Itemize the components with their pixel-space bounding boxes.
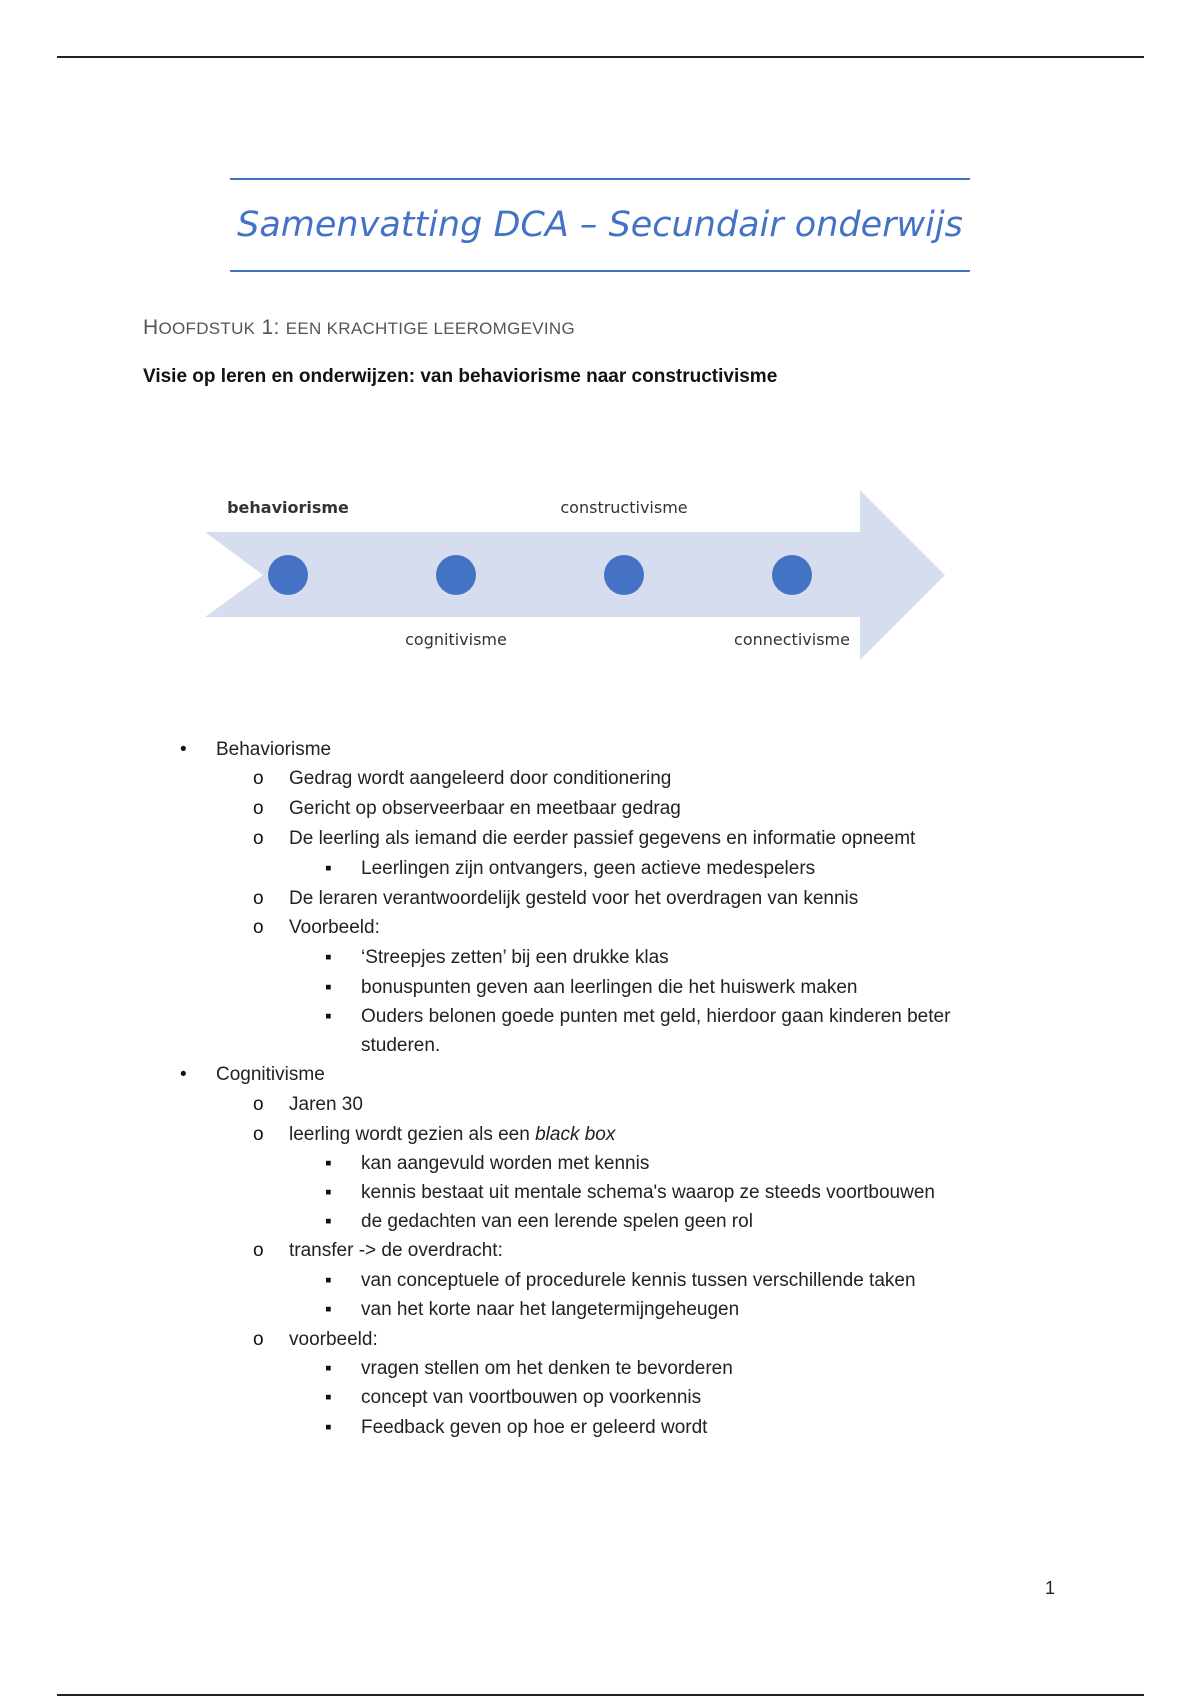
- title-block: [230, 178, 970, 272]
- bullet-marker: •: [180, 739, 187, 760]
- list-item: van het korte naar het langetermijngeheugen: [361, 1299, 740, 1320]
- dot-constructivisme: [604, 555, 644, 595]
- chapter-number: 1:: [261, 316, 280, 339]
- footer-rule: [57, 1694, 1144, 1696]
- list-item: Jaren 30: [289, 1094, 363, 1115]
- list-item: vragen stellen om het denken te bevorderen: [361, 1358, 733, 1379]
- chapter-heading: [143, 316, 575, 340]
- list-item-cognitivisme: Cognitivisme: [216, 1064, 325, 1085]
- list-item: Voorbeeld:: [289, 917, 380, 938]
- list-item: Gericht op observeerbaar en meetbaar gedrag: [289, 798, 681, 819]
- timeline-arrow-svg: [205, 485, 950, 660]
- list-item: De leraren verantwoordelijk gesteld voor het overdragen van kennis: [289, 888, 859, 909]
- bullet-marker: ▪: [325, 977, 332, 998]
- bullet-marker: ▪: [325, 1153, 332, 1174]
- dot-behaviorisme: [268, 555, 308, 595]
- bullet-marker: o: [253, 1094, 264, 1115]
- list-item: bonuspunten geven aan leerlingen die het huiswerk maken: [361, 977, 858, 998]
- label-behaviorisme: behaviorisme: [227, 498, 349, 517]
- list-item: De leerling als iemand die eerder passief gegevens en informatie opneemt: [289, 828, 916, 849]
- list-item: concept van voortbouwen op voorkennis: [361, 1387, 702, 1408]
- bullet-marker: ▪: [325, 1182, 332, 1203]
- list-item: transfer -> de overdracht:: [289, 1240, 503, 1261]
- bullet-marker: ▪: [325, 1387, 332, 1408]
- bullet-marker: o: [253, 1329, 264, 1350]
- chapter-subtitle: EEN KRACHTIGE LEEROMGEVING: [285, 319, 576, 338]
- bullet-marker: ▪: [325, 1006, 332, 1027]
- list-item-behaviorisme: Behaviorisme: [216, 739, 332, 760]
- dot-connectivisme: [772, 555, 812, 595]
- section-subheading: Visie op leren en onderwijzen: van behaviorisme naar constructivisme: [143, 366, 778, 387]
- label-constructivisme: constructivisme: [560, 498, 688, 517]
- learning-theories-diagram: [205, 485, 950, 660]
- dot-cognitivisme: [436, 555, 476, 595]
- bullet-marker: ▪: [325, 1270, 332, 1291]
- bullet-marker: ▪: [325, 1358, 332, 1379]
- list-item: Leerlingen zijn ontvangers, geen actieve medespelers: [361, 858, 816, 879]
- list-item: [289, 1121, 615, 1149]
- label-connectivisme: connectivisme: [734, 630, 850, 649]
- bullet-marker: ▪: [325, 1211, 332, 1232]
- bullet-marker: ▪: [325, 858, 332, 879]
- list-item: de gedachten van een lerende spelen geen rol: [361, 1211, 753, 1232]
- list-item: van conceptuele of procedurele kennis tussen verschillende taken: [361, 1270, 916, 1291]
- bullet-marker: o: [253, 798, 264, 819]
- list-item: Gedrag wordt aangeleerd door conditionering: [289, 768, 672, 789]
- list-item: kennis bestaat uit mentale schema's waarop ze steeds voortbouwen: [361, 1182, 935, 1203]
- list-item: voorbeeld:: [289, 1329, 378, 1350]
- list-item: ‘Streepjes zetten’ bij een drukke klas: [361, 947, 669, 968]
- chapter-word: OOFDSTUK: [158, 319, 256, 338]
- document-title: Samenvatting DCA – Secundair onderwijs: [237, 205, 963, 245]
- list-item: Ouders belonen goede punten met geld, hierdoor gaan kinderen beter: [361, 1006, 951, 1027]
- bullet-marker: o: [253, 888, 264, 909]
- bullet-marker: ▪: [325, 1299, 332, 1320]
- bullet-marker: o: [253, 917, 264, 938]
- chapter-first-letter: H: [143, 316, 159, 339]
- label-cognitivisme: cognitivisme: [405, 630, 507, 649]
- list-item-emphasis: black box: [535, 1124, 616, 1145]
- page-number: 1: [1045, 1578, 1056, 1598]
- header-rule: [57, 56, 1144, 58]
- bullet-marker: o: [253, 768, 264, 789]
- bullet-marker: •: [180, 1064, 187, 1085]
- list-item-text: leerling wordt gezien als een: [289, 1124, 536, 1145]
- bullet-marker: o: [253, 1240, 264, 1261]
- list-item-continuation: studeren.: [361, 1035, 441, 1056]
- bullet-marker: ▪: [325, 947, 332, 968]
- bullet-marker: o: [253, 828, 264, 849]
- list-item: kan aangevuld worden met kennis: [361, 1153, 650, 1174]
- bullet-marker: ▪: [325, 1417, 332, 1438]
- bullet-marker: o: [253, 1124, 264, 1145]
- list-item: Feedback geven op hoe er geleerd wordt: [361, 1417, 708, 1438]
- title-bottom-rule: [230, 270, 970, 272]
